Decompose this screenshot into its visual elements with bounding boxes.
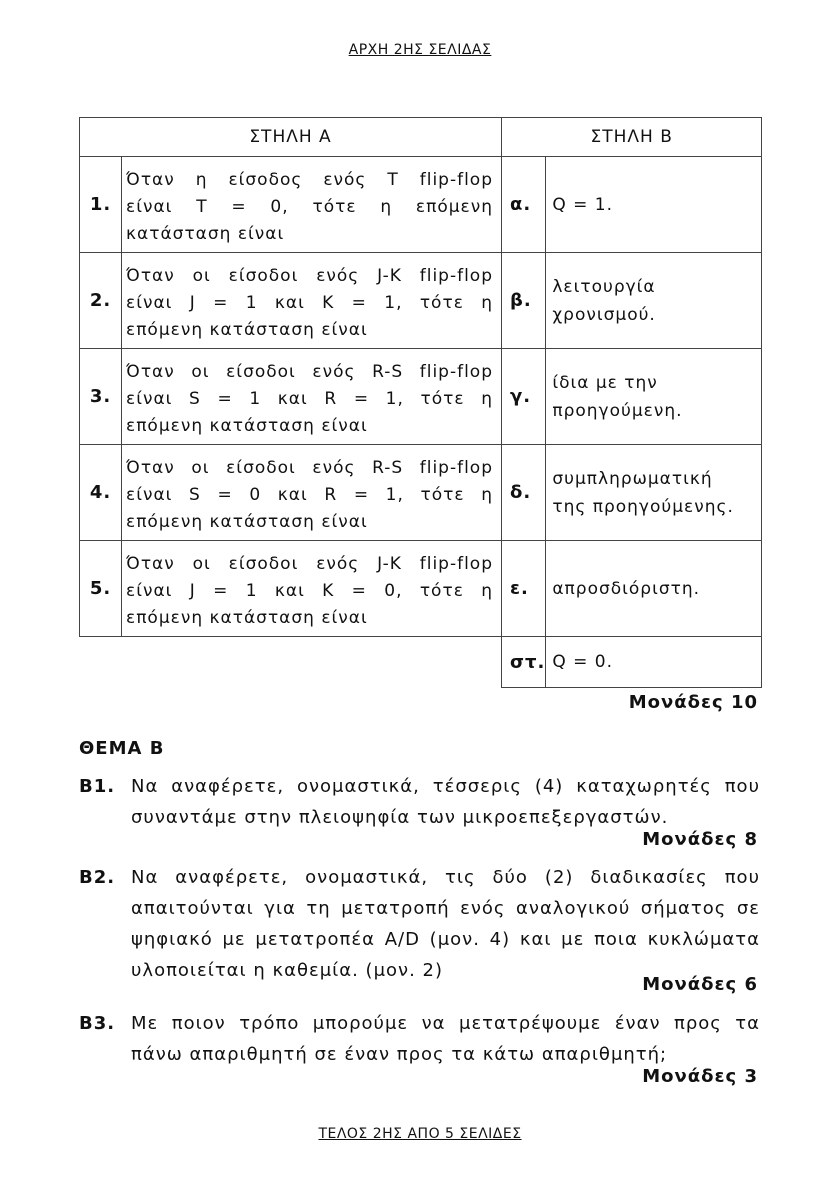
question-line: πάνω απαριθμητή σε έναν προς τα κάτω απαριθμητή;	[131, 1044, 668, 1065]
statement-line: είναι J = 1 και K = 1, τότε η	[126, 293, 493, 313]
row-number: 4.	[80, 445, 122, 541]
answer-line: Q = 1.	[552, 194, 613, 215]
answer-line: λειτουργία	[552, 276, 656, 297]
statement-line: είναι S = 1 και R = 1, τότε η	[126, 389, 493, 409]
column-b-header: ΣΤΗΛΗ Β	[502, 118, 762, 157]
empty-cell	[80, 637, 502, 688]
statement-line: είναι S = 0 και R = 1, τότε η	[126, 485, 493, 505]
answer-line: της προηγούμενης.	[552, 496, 734, 517]
question-b1	[79, 771, 760, 833]
question-text	[131, 1008, 760, 1070]
statement-line: κατάσταση είναι	[126, 224, 285, 244]
question-line: ψηφιακό με μετατροπέα A/D (μον. 4) και με ποια κυκλώματα	[131, 929, 760, 950]
table-row	[80, 541, 762, 637]
table-row	[80, 445, 762, 541]
statement-line: Όταν οι είσοδοι ενός J-K flip-flop	[126, 554, 493, 574]
statement-line: επόμενη κατάσταση είναι	[126, 416, 368, 436]
points-b3: Μονάδες 3	[642, 1066, 758, 1087]
theme-b-heading: ΘΕΜΑ Β	[79, 738, 165, 759]
statement	[122, 349, 502, 445]
question-label: Β3.	[79, 1013, 116, 1034]
answer-text	[546, 541, 762, 637]
answer-line: χρονισμού.	[552, 304, 656, 325]
answer-letter: α.	[502, 157, 546, 253]
question-line: απαιτούνται για τη μετατροπή ενός αναλογικού σήματος σε	[131, 898, 760, 919]
question-line: συναντάμε στην πλειοψηφία των μικροεπεξεργαστών.	[131, 807, 669, 828]
answer-letter: στ.	[502, 637, 546, 688]
statement-line: Όταν οι είσοδοι ενός R-S flip-flop	[126, 362, 493, 382]
points-theme-a: Μονάδες 10	[628, 692, 758, 713]
table-row	[80, 349, 762, 445]
question-text	[131, 862, 760, 986]
statement	[122, 157, 502, 253]
answer-text	[546, 253, 762, 349]
statement-line: είναι J = 1 και K = 0, τότε η	[126, 581, 493, 601]
question-line: υλοποιείται η καθεμία. (μον. 2)	[131, 960, 444, 981]
table-header-row	[80, 118, 762, 157]
answer-line: προηγούμενη.	[552, 400, 683, 421]
statement	[122, 541, 502, 637]
column-a-header: ΣΤΗΛΗ Α	[80, 118, 502, 157]
page-header	[0, 42, 840, 58]
statement	[122, 445, 502, 541]
row-number: 1.	[80, 157, 122, 253]
question-b3	[79, 1008, 760, 1070]
answer-letter: β.	[502, 253, 546, 349]
answer-letter: ε.	[502, 541, 546, 637]
points-b2: Μονάδες 6	[642, 974, 758, 995]
question-line: Να αναφέρετε, ονομαστικά, τέσσερις (4) καταχωρητές που	[131, 776, 760, 797]
question-label: Β2.	[79, 867, 116, 888]
answer-text: Q = 0.	[546, 637, 762, 688]
answer-line: ίδια με την	[552, 372, 658, 393]
question-b2	[79, 862, 760, 986]
statement-line: Όταν οι είσοδοι ενός R-S flip-flop	[126, 458, 493, 478]
statement-line: επόμενη κατάσταση είναι	[126, 512, 368, 532]
question-line: Με ποιον τρόπο μπορούμε να μετατρέψουμε έναν προς τα	[131, 1013, 760, 1034]
answer-line: απροσδιόριστη.	[552, 578, 701, 599]
answer-text	[546, 445, 762, 541]
statement-line: Όταν οι είσοδοι ενός J-K flip-flop	[126, 266, 493, 286]
row-number: 3.	[80, 349, 122, 445]
row-number: 5.	[80, 541, 122, 637]
question-text	[131, 771, 760, 833]
table-row-extra	[80, 637, 762, 688]
statement-line: επόμενη κατάσταση είναι	[126, 320, 368, 340]
table-row	[80, 157, 762, 253]
statement-line: Όταν η είσοδος ενός T flip-flop	[126, 170, 493, 190]
statement-line: επόμενη κατάσταση είναι	[126, 608, 368, 628]
page-header-text: ΑΡΧΗ 2ΗΣ ΣΕΛΙΔΑΣ	[348, 42, 492, 58]
statement-line: είναι T = 0, τότε η επόμενη	[126, 197, 493, 217]
row-number: 2.	[80, 253, 122, 349]
page-footer-text: ΤΕΛΟΣ 2ΗΣ ΑΠΟ 5 ΣΕΛΙΔΕΣ	[318, 1126, 522, 1142]
statement	[122, 253, 502, 349]
question-label: Β1.	[79, 776, 116, 797]
question-line: Να αναφέρετε, ονομαστικά, τις δύο (2) διαδικασίες που	[131, 867, 760, 888]
answer-text	[546, 157, 762, 253]
answer-letter: δ.	[502, 445, 546, 541]
matching-table	[79, 117, 762, 688]
answer-text	[546, 349, 762, 445]
answer-letter: γ.	[502, 349, 546, 445]
table-row	[80, 253, 762, 349]
answer-line: συμπληρωματική	[552, 468, 713, 489]
page-footer	[0, 1126, 840, 1142]
points-b1: Μονάδες 8	[642, 829, 758, 850]
